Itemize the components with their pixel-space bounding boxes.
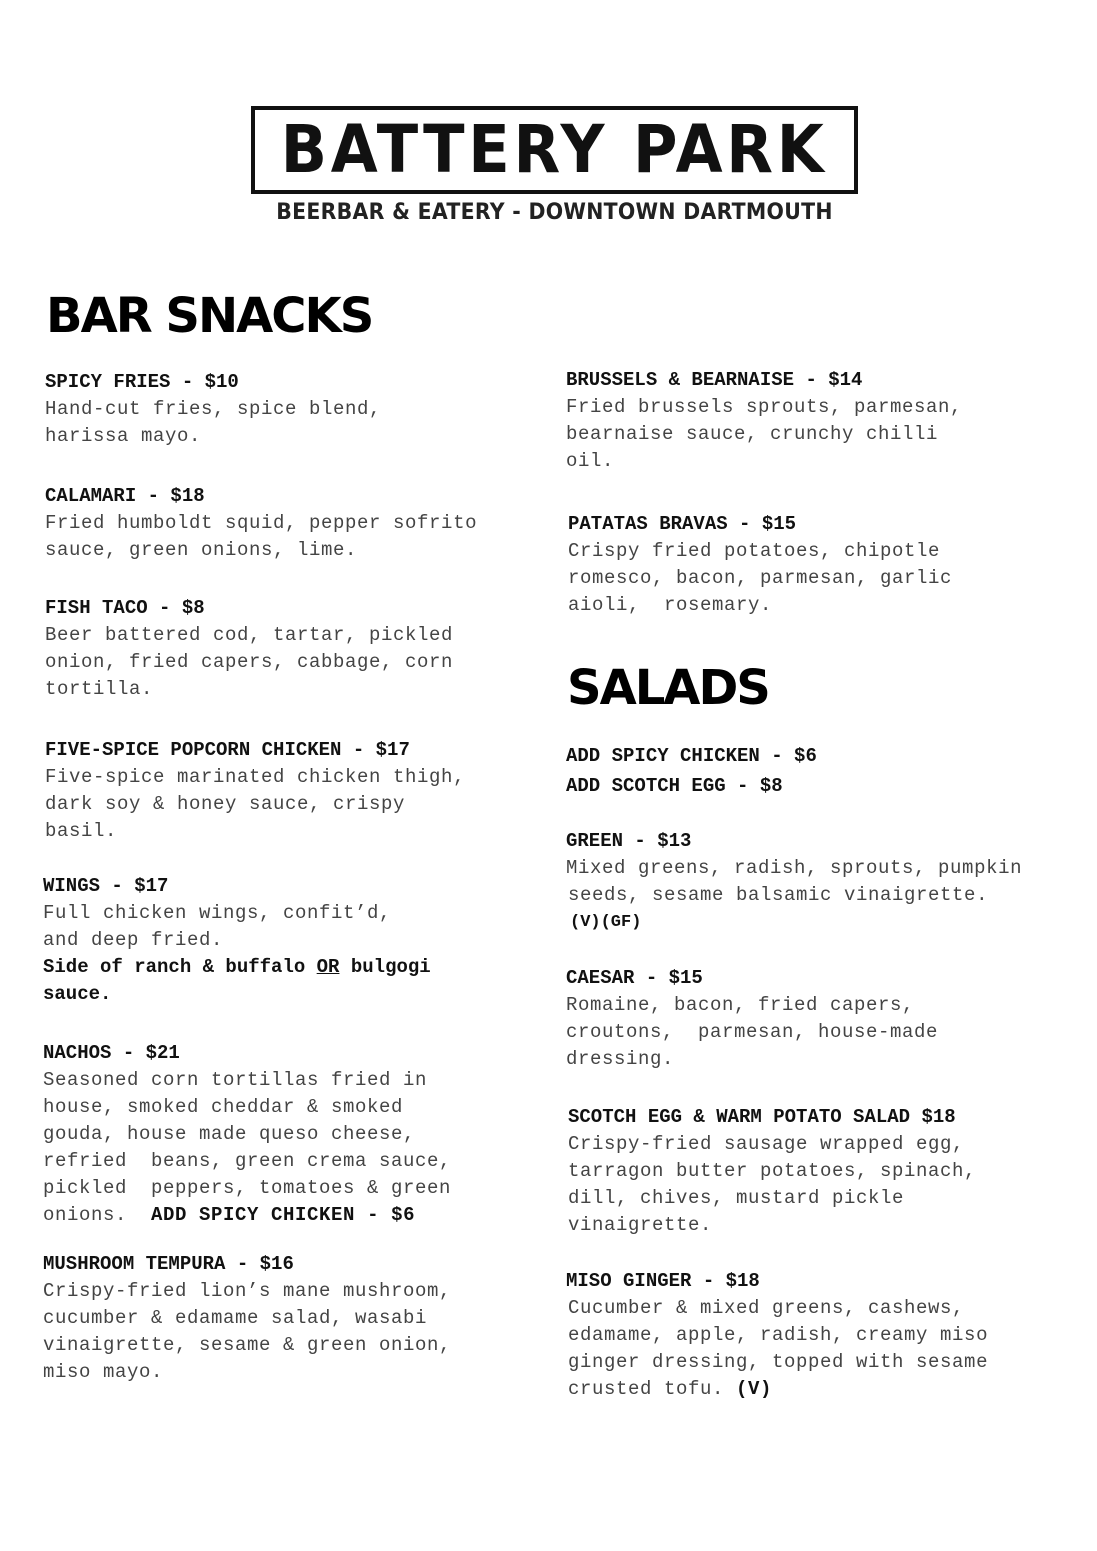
item-title: CAESAR - $15: [566, 967, 703, 989]
item-title: MUSHROOM TEMPURA - $16: [43, 1253, 294, 1275]
item-title: GREEN - $13: [566, 830, 692, 852]
menu-item-spicy-fries: [45, 368, 381, 450]
logo-text: BATTERY PARK: [281, 111, 828, 188]
addon-spicy-chicken: ADD SPICY CHICKEN - $6: [566, 745, 817, 767]
item-description: Romaine, bacon, fried capers, croutons, parmesan, house-made dressing.: [566, 994, 939, 1070]
item-title: CALAMARI - $18: [45, 485, 205, 507]
item-description: Crispy-fried lion’s mane mushroom, cucumber & edamame salad, wasabi vinaigrette, sesame & green onion, miso mayo.: [43, 1280, 452, 1383]
menu-item-fish-taco: [45, 594, 453, 703]
salad-addons: [566, 741, 817, 801]
menu-item-wings: [43, 872, 431, 1008]
menu-item-brussels: [566, 366, 962, 475]
item-title: FIVE-SPICE POPCORN CHICKEN - $17: [45, 739, 410, 761]
add-on-note: ADD SPICY CHICKEN - $6: [151, 1204, 416, 1226]
item-description: Hand-cut fries, spice blend, harissa mayo.: [45, 398, 382, 447]
bar-snacks-title: BAR SNACKS: [46, 288, 373, 344]
item-description: Fried humboldt squid, pepper sofrito sauce, green onions, lime.: [45, 512, 478, 561]
item-description: Full chicken wings, confit’d, and deep fried.: [43, 902, 392, 951]
item-description: Mixed greens, radish, sprouts, pumpkin seeds, sesame balsamic vinaigrette.: [566, 857, 1023, 906]
salads-title: SALADS: [567, 660, 769, 716]
menu-item-scotch-egg-salad: [568, 1103, 976, 1239]
item-title: PATATAS BRAVAS - $15: [568, 513, 797, 535]
menu-item-green-salad: [566, 827, 1022, 936]
item-title: FISH TACO - $8: [45, 597, 205, 619]
item-title: MISO GINGER - $18: [566, 1270, 760, 1292]
logo: [251, 106, 858, 194]
item-description: Five-spice marinated chicken thigh, dark soy & honey sauce, crispy basil.: [45, 766, 466, 842]
item-title: SCOTCH EGG & WARM POTATO SALAD $18: [568, 1106, 956, 1128]
sauce-note: Side of ranch & buffalo OR bulgogi sauce.: [43, 956, 431, 1005]
item-description: Fried brussels sprouts, parmesan, bearnaise sauce, crunchy chilli oil.: [566, 396, 963, 472]
item-description: Cucumber & mixed greens, cashews, edamame, apple, radish, creamy miso ginger dressing, topped with sesame crusted tofu. (V): [568, 1297, 989, 1400]
menu-item-caesar: [566, 964, 938, 1073]
item-description: Crispy fried potatoes, chipotle romesco, bacon, parmesan, garlic aioli, rosemary.: [568, 540, 953, 616]
item-description: Beer battered cod, tartar, pickled onion, fried capers, cabbage, corn tortilla.: [45, 624, 454, 700]
menu-item-nachos: [43, 1039, 451, 1229]
dietary-tag: (V): [736, 1378, 773, 1400]
addon-scotch-egg: ADD SCOTCH EGG - $8: [566, 775, 783, 797]
tagline: BEERBAR & EATERY - DOWNTOWN DARTMOUTH: [276, 200, 833, 225]
item-title: SPICY FRIES - $10: [45, 371, 239, 393]
item-title: BRUSSELS & BEARNAISE - $14: [566, 369, 863, 391]
menu-item-calamari: [45, 482, 477, 564]
menu-item-popcorn-chicken: [45, 736, 465, 845]
menu-item-patatas-bravas: [568, 510, 952, 619]
item-description: Crispy-fried sausage wrapped egg, tarragon butter potatoes, spinach, dill, chives, mustard pickle vinaigrette.: [568, 1133, 977, 1236]
item-title: NACHOS - $21: [43, 1042, 180, 1064]
menu-item-mushroom-tempura: [43, 1250, 451, 1386]
dietary-tag: (V)(GF): [570, 913, 642, 932]
menu-item-miso-ginger: [566, 1267, 988, 1403]
item-title: WINGS - $17: [43, 875, 169, 897]
item-description: Seasoned corn tortillas fried in house, smoked cheddar & smoked gouda, house made queso cheese, refried beans, green crema sauce, pickled peppers, tomatoes & green onions. ADD SPICY CHICKEN - $6: [43, 1069, 452, 1226]
